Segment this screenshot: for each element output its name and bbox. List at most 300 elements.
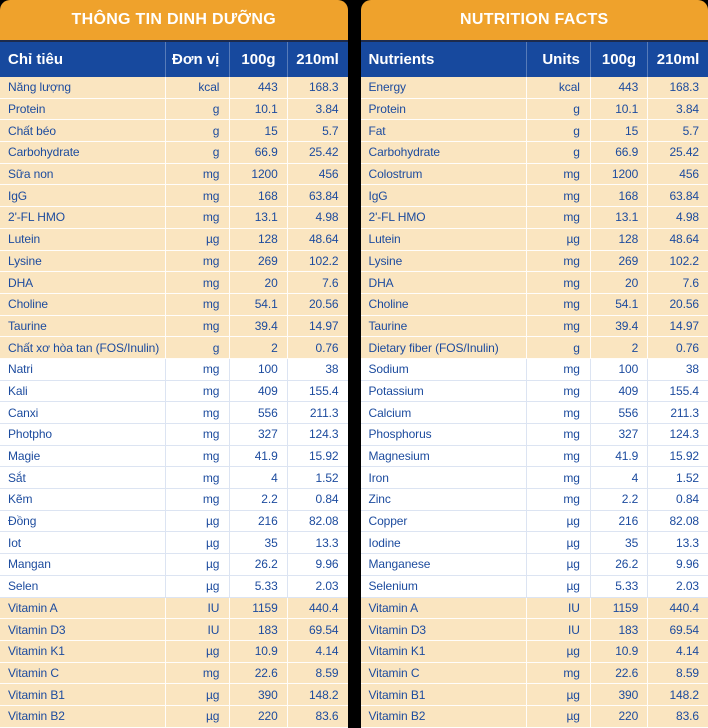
- table-row: [361, 641, 708, 663]
- row-value-100g: 2: [229, 337, 286, 358]
- row-unit: IU: [165, 598, 229, 619]
- table-row: [0, 316, 348, 338]
- table-row: [0, 511, 348, 533]
- row-value-210ml: 0.84: [287, 489, 348, 510]
- row-unit: µg: [526, 576, 590, 597]
- row-value-210ml: 102.2: [287, 251, 348, 272]
- table-row: [0, 99, 348, 121]
- nutrition-table-english: [361, 0, 708, 708]
- row-nutrient-name: DHA: [0, 272, 165, 293]
- table-row: [361, 446, 708, 468]
- row-value-100g: 4: [229, 467, 286, 488]
- table-row: [361, 77, 708, 99]
- row-unit: mg: [165, 381, 229, 402]
- row-value-210ml: 102.2: [647, 251, 708, 272]
- row-nutrient-name: Carbohydrate: [361, 142, 526, 163]
- table-row: [0, 641, 348, 663]
- table-body: [361, 77, 708, 708]
- row-nutrient-name: Selen: [0, 576, 165, 597]
- row-value-100g: 26.2: [229, 554, 286, 575]
- table-row: [361, 359, 708, 381]
- row-nutrient-name: Colostrum: [361, 164, 526, 185]
- row-value-100g: 220: [590, 706, 647, 727]
- row-nutrient-name: Vitamin C: [0, 663, 165, 684]
- col-header-nutrient: Nutrients: [361, 42, 526, 77]
- row-value-210ml: 3.84: [647, 99, 708, 120]
- row-value-100g: 10.9: [229, 641, 286, 662]
- row-value-210ml: 69.54: [287, 619, 348, 640]
- table-row: [361, 207, 708, 229]
- row-unit: g: [526, 99, 590, 120]
- row-value-100g: 168: [229, 185, 286, 206]
- row-nutrient-name: Fat: [361, 120, 526, 141]
- row-value-100g: 41.9: [229, 446, 286, 467]
- row-value-100g: 443: [229, 77, 286, 98]
- row-value-210ml: 20.56: [287, 294, 348, 315]
- table-row: [0, 706, 348, 728]
- row-unit: kcal: [165, 77, 229, 98]
- row-nutrient-name: Magie: [0, 446, 165, 467]
- row-value-210ml: 148.2: [647, 684, 708, 705]
- row-value-100g: 66.9: [590, 142, 647, 163]
- row-nutrient-name: 2'-FL HMO: [0, 207, 165, 228]
- row-value-210ml: 38: [287, 359, 348, 380]
- row-value-210ml: 5.7: [647, 120, 708, 141]
- row-unit: mg: [165, 316, 229, 337]
- row-nutrient-name: Magnesium: [361, 446, 526, 467]
- row-nutrient-name: Protein: [0, 99, 165, 120]
- row-unit: mg: [165, 467, 229, 488]
- row-value-210ml: 63.84: [647, 185, 708, 206]
- row-nutrient-name: Vitamin A: [0, 598, 165, 619]
- table-row: [361, 402, 708, 424]
- row-value-210ml: 25.42: [647, 142, 708, 163]
- row-value-210ml: 13.3: [647, 532, 708, 553]
- row-value-210ml: 0.76: [647, 337, 708, 358]
- table-row: [361, 554, 708, 576]
- row-unit: µg: [165, 229, 229, 250]
- row-nutrient-name: Choline: [0, 294, 165, 315]
- table-row: [0, 489, 348, 511]
- row-nutrient-name: Năng lượng: [0, 77, 165, 98]
- table-row: [361, 706, 708, 728]
- row-value-100g: 22.6: [229, 663, 286, 684]
- table-title-english: NUTRITION FACTS: [361, 0, 708, 42]
- row-unit: mg: [526, 381, 590, 402]
- row-value-100g: 54.1: [590, 294, 647, 315]
- row-value-100g: 390: [590, 684, 647, 705]
- row-unit: mg: [526, 424, 590, 445]
- row-unit: mg: [165, 207, 229, 228]
- row-unit: µg: [526, 511, 590, 532]
- table-row: [361, 229, 708, 251]
- row-nutrient-name: Iodine: [361, 532, 526, 553]
- row-unit: g: [165, 99, 229, 120]
- row-unit: g: [165, 142, 229, 163]
- row-value-100g: 327: [590, 424, 647, 445]
- table-row: [0, 294, 348, 316]
- row-nutrient-name: Choline: [361, 294, 526, 315]
- row-nutrient-name: Calcium: [361, 402, 526, 423]
- row-value-100g: 128: [229, 229, 286, 250]
- row-value-210ml: 4.14: [647, 641, 708, 662]
- table-row: [0, 77, 348, 99]
- row-unit: mg: [526, 663, 590, 684]
- table-row: [361, 576, 708, 598]
- row-value-210ml: 124.3: [287, 424, 348, 445]
- row-nutrient-name: Chất xơ hòa tan (FOS/Inulin): [0, 337, 165, 358]
- row-nutrient-name: Kali: [0, 381, 165, 402]
- row-value-100g: 10.9: [590, 641, 647, 662]
- row-value-100g: 39.4: [229, 316, 286, 337]
- table-row: [361, 511, 708, 533]
- row-value-210ml: 168.3: [647, 77, 708, 98]
- row-unit: µg: [526, 706, 590, 727]
- row-unit: mg: [165, 294, 229, 315]
- row-value-100g: 20: [229, 272, 286, 293]
- row-value-100g: 2.2: [590, 489, 647, 510]
- row-unit: g: [526, 120, 590, 141]
- row-value-210ml: 13.3: [287, 532, 348, 553]
- col-header-nutrient: Chỉ tiêu: [0, 42, 165, 77]
- row-value-210ml: 440.4: [647, 598, 708, 619]
- row-value-100g: 2: [590, 337, 647, 358]
- table-row: [0, 229, 348, 251]
- row-unit: mg: [526, 489, 590, 510]
- row-unit: mg: [526, 446, 590, 467]
- row-value-100g: 1200: [229, 164, 286, 185]
- row-value-100g: 216: [590, 511, 647, 532]
- row-nutrient-name: Sodium: [361, 359, 526, 380]
- row-nutrient-name: DHA: [361, 272, 526, 293]
- table-row: [361, 337, 708, 359]
- table-row: [0, 185, 348, 207]
- row-value-100g: 35: [590, 532, 647, 553]
- row-unit: µg: [165, 554, 229, 575]
- row-nutrient-name: Vitamin K1: [0, 641, 165, 662]
- row-nutrient-name: Dietary fiber (FOS/Inulin): [361, 337, 526, 358]
- row-unit: mg: [165, 402, 229, 423]
- table-row: [0, 251, 348, 273]
- row-value-210ml: 2.03: [287, 576, 348, 597]
- col-header-unit: Đơn vị: [165, 42, 229, 77]
- row-value-210ml: 2.03: [647, 576, 708, 597]
- table-row: [0, 554, 348, 576]
- row-unit: µg: [165, 532, 229, 553]
- row-unit: mg: [165, 489, 229, 510]
- row-value-100g: 556: [590, 402, 647, 423]
- row-value-210ml: 25.42: [287, 142, 348, 163]
- row-nutrient-name: Vitamin B2: [361, 706, 526, 727]
- table-title-vietnamese: THÔNG TIN DINH DƯỠNG: [0, 0, 348, 42]
- table-row: [361, 663, 708, 685]
- row-value-210ml: 155.4: [287, 381, 348, 402]
- row-value-210ml: 1.52: [647, 467, 708, 488]
- row-value-210ml: 155.4: [647, 381, 708, 402]
- row-unit: mg: [165, 164, 229, 185]
- row-value-100g: 13.1: [229, 207, 286, 228]
- table-row: [361, 598, 708, 620]
- row-unit: mg: [526, 272, 590, 293]
- row-unit: mg: [165, 272, 229, 293]
- col-header-unit: Units: [526, 42, 590, 77]
- row-unit: mg: [165, 446, 229, 467]
- table-row: [361, 164, 708, 186]
- row-value-210ml: 124.3: [647, 424, 708, 445]
- row-value-210ml: 1.52: [287, 467, 348, 488]
- row-value-100g: 66.9: [229, 142, 286, 163]
- row-nutrient-name: Vitamin C: [361, 663, 526, 684]
- row-value-100g: 10.1: [590, 99, 647, 120]
- row-value-100g: 216: [229, 511, 286, 532]
- row-value-210ml: 4.98: [287, 207, 348, 228]
- row-unit: mg: [526, 316, 590, 337]
- table-row: [361, 619, 708, 641]
- row-value-100g: 10.1: [229, 99, 286, 120]
- table-row: [361, 294, 708, 316]
- column-header-row: [361, 42, 708, 77]
- row-nutrient-name: Zinc: [361, 489, 526, 510]
- row-nutrient-name: Vitamin B1: [0, 684, 165, 705]
- row-unit: mg: [165, 663, 229, 684]
- row-value-210ml: 456: [287, 164, 348, 185]
- table-row: [361, 489, 708, 511]
- row-unit: mg: [165, 251, 229, 272]
- row-nutrient-name: Sữa non: [0, 164, 165, 185]
- row-value-100g: 327: [229, 424, 286, 445]
- row-nutrient-name: Lutein: [0, 229, 165, 250]
- row-nutrient-name: Potassium: [361, 381, 526, 402]
- row-nutrient-name: Taurine: [361, 316, 526, 337]
- row-nutrient-name: Đồng: [0, 511, 165, 532]
- table-row: [0, 120, 348, 142]
- row-value-100g: 183: [229, 619, 286, 640]
- row-value-210ml: 0.84: [647, 489, 708, 510]
- row-value-100g: 5.33: [590, 576, 647, 597]
- table-row: [0, 337, 348, 359]
- table-row: [0, 207, 348, 229]
- row-nutrient-name: IgG: [0, 185, 165, 206]
- table-row: [0, 381, 348, 403]
- table-row: [0, 446, 348, 468]
- row-unit: IU: [526, 619, 590, 640]
- row-nutrient-name: Vitamin A: [361, 598, 526, 619]
- row-value-210ml: 5.7: [287, 120, 348, 141]
- row-value-100g: 35: [229, 532, 286, 553]
- row-value-210ml: 83.6: [287, 706, 348, 727]
- row-nutrient-name: Canxi: [0, 402, 165, 423]
- row-unit: mg: [526, 251, 590, 272]
- table-row: [0, 142, 348, 164]
- row-unit: µg: [526, 684, 590, 705]
- row-unit: g: [526, 337, 590, 358]
- row-value-210ml: 148.2: [287, 684, 348, 705]
- row-nutrient-name: Vitamin D3: [0, 619, 165, 640]
- row-value-210ml: 48.64: [287, 229, 348, 250]
- row-value-100g: 20: [590, 272, 647, 293]
- row-unit: g: [165, 337, 229, 358]
- row-value-100g: 168: [590, 185, 647, 206]
- row-nutrient-name: Vitamin K1: [361, 641, 526, 662]
- row-value-100g: 1159: [590, 598, 647, 619]
- row-nutrient-name: Kẽm: [0, 489, 165, 510]
- row-value-100g: 183: [590, 619, 647, 640]
- row-nutrient-name: Taurine: [0, 316, 165, 337]
- row-nutrient-name: 2'-FL HMO: [361, 207, 526, 228]
- table-row: [0, 532, 348, 554]
- row-value-210ml: 82.08: [647, 511, 708, 532]
- row-nutrient-name: Chất béo: [0, 120, 165, 141]
- row-unit: µg: [526, 229, 590, 250]
- table-row: [361, 381, 708, 403]
- row-unit: µg: [526, 641, 590, 662]
- row-value-210ml: 4.98: [647, 207, 708, 228]
- row-unit: mg: [526, 207, 590, 228]
- row-value-210ml: 7.6: [647, 272, 708, 293]
- table-body: [0, 77, 348, 708]
- row-value-100g: 220: [229, 706, 286, 727]
- row-unit: µg: [165, 511, 229, 532]
- table-row: [361, 251, 708, 273]
- table-row: [0, 467, 348, 489]
- table-row: [361, 316, 708, 338]
- table-row: [0, 576, 348, 598]
- row-nutrient-name: Phosphorus: [361, 424, 526, 445]
- row-unit: mg: [526, 164, 590, 185]
- row-value-210ml: 0.76: [287, 337, 348, 358]
- row-value-210ml: 9.96: [647, 554, 708, 575]
- row-value-100g: 1159: [229, 598, 286, 619]
- table-row: [0, 402, 348, 424]
- row-value-210ml: 7.6: [287, 272, 348, 293]
- table-row: [0, 272, 348, 294]
- row-nutrient-name: Manganese: [361, 554, 526, 575]
- table-row: [361, 467, 708, 489]
- row-nutrient-name: Sắt: [0, 467, 165, 488]
- row-value-210ml: 4.14: [287, 641, 348, 662]
- row-value-210ml: 3.84: [287, 99, 348, 120]
- row-nutrient-name: Vitamin B2: [0, 706, 165, 727]
- table-row: [361, 142, 708, 164]
- row-value-100g: 443: [590, 77, 647, 98]
- row-value-210ml: 440.4: [287, 598, 348, 619]
- table-row: [0, 663, 348, 685]
- row-value-210ml: 456: [647, 164, 708, 185]
- row-unit: µg: [165, 706, 229, 727]
- row-nutrient-name: Carbohydrate: [0, 142, 165, 163]
- row-value-100g: 390: [229, 684, 286, 705]
- row-value-100g: 13.1: [590, 207, 647, 228]
- row-nutrient-name: Vitamin B1: [361, 684, 526, 705]
- row-nutrient-name: Energy: [361, 77, 526, 98]
- row-nutrient-name: Protein: [361, 99, 526, 120]
- row-value-100g: 15: [229, 120, 286, 141]
- row-unit: mg: [165, 359, 229, 380]
- row-unit: µg: [165, 576, 229, 597]
- row-value-100g: 4: [590, 467, 647, 488]
- row-value-100g: 269: [590, 251, 647, 272]
- row-unit: IU: [526, 598, 590, 619]
- row-value-210ml: 63.84: [287, 185, 348, 206]
- row-value-100g: 100: [229, 359, 286, 380]
- row-value-210ml: 20.56: [647, 294, 708, 315]
- table-row: [0, 619, 348, 641]
- row-nutrient-name: Vitamin D3: [361, 619, 526, 640]
- col-header-210ml: 210ml: [647, 42, 708, 77]
- row-value-100g: 100: [590, 359, 647, 380]
- row-value-210ml: 15.92: [647, 446, 708, 467]
- column-header-row: [0, 42, 348, 77]
- row-value-100g: 409: [229, 381, 286, 402]
- nutrition-table-vietnamese: [0, 0, 348, 708]
- row-value-210ml: 82.08: [287, 511, 348, 532]
- row-value-100g: 5.33: [229, 576, 286, 597]
- row-value-210ml: 8.59: [287, 663, 348, 684]
- row-value-210ml: 15.92: [287, 446, 348, 467]
- row-value-210ml: 211.3: [287, 402, 348, 423]
- row-unit: IU: [165, 619, 229, 640]
- row-value-100g: 128: [590, 229, 647, 250]
- row-value-100g: 409: [590, 381, 647, 402]
- table-row: [361, 424, 708, 446]
- table-row: [361, 532, 708, 554]
- row-nutrient-name: Lysine: [0, 251, 165, 272]
- row-nutrient-name: Iron: [361, 467, 526, 488]
- row-value-100g: 269: [229, 251, 286, 272]
- table-row: [361, 684, 708, 706]
- row-value-100g: 26.2: [590, 554, 647, 575]
- row-unit: mg: [526, 359, 590, 380]
- row-unit: g: [165, 120, 229, 141]
- row-nutrient-name: Copper: [361, 511, 526, 532]
- table-row: [0, 684, 348, 706]
- row-unit: µg: [165, 684, 229, 705]
- row-unit: mg: [526, 294, 590, 315]
- row-value-210ml: 14.97: [287, 316, 348, 337]
- col-header-100g: 100g: [590, 42, 647, 77]
- row-value-210ml: 168.3: [287, 77, 348, 98]
- row-value-210ml: 211.3: [647, 402, 708, 423]
- table-row: [361, 185, 708, 207]
- table-row: [0, 424, 348, 446]
- row-nutrient-name: Natri: [0, 359, 165, 380]
- row-nutrient-name: Lutein: [361, 229, 526, 250]
- col-header-100g: 100g: [229, 42, 286, 77]
- row-value-210ml: 83.6: [647, 706, 708, 727]
- row-value-210ml: 9.96: [287, 554, 348, 575]
- table-row: [0, 164, 348, 186]
- row-unit: g: [526, 142, 590, 163]
- row-nutrient-name: Iot: [0, 532, 165, 553]
- row-nutrient-name: IgG: [361, 185, 526, 206]
- row-value-210ml: 48.64: [647, 229, 708, 250]
- row-unit: mg: [526, 402, 590, 423]
- row-unit: µg: [526, 532, 590, 553]
- row-unit: µg: [165, 641, 229, 662]
- row-value-210ml: 38: [647, 359, 708, 380]
- row-value-100g: 41.9: [590, 446, 647, 467]
- row-value-100g: 2.2: [229, 489, 286, 510]
- row-unit: mg: [165, 424, 229, 445]
- row-unit: µg: [526, 554, 590, 575]
- row-value-100g: 15: [590, 120, 647, 141]
- table-row: [361, 99, 708, 121]
- col-header-210ml: 210ml: [287, 42, 348, 77]
- table-row: [361, 120, 708, 142]
- table-row: [0, 598, 348, 620]
- table-row: [0, 359, 348, 381]
- row-value-100g: 22.6: [590, 663, 647, 684]
